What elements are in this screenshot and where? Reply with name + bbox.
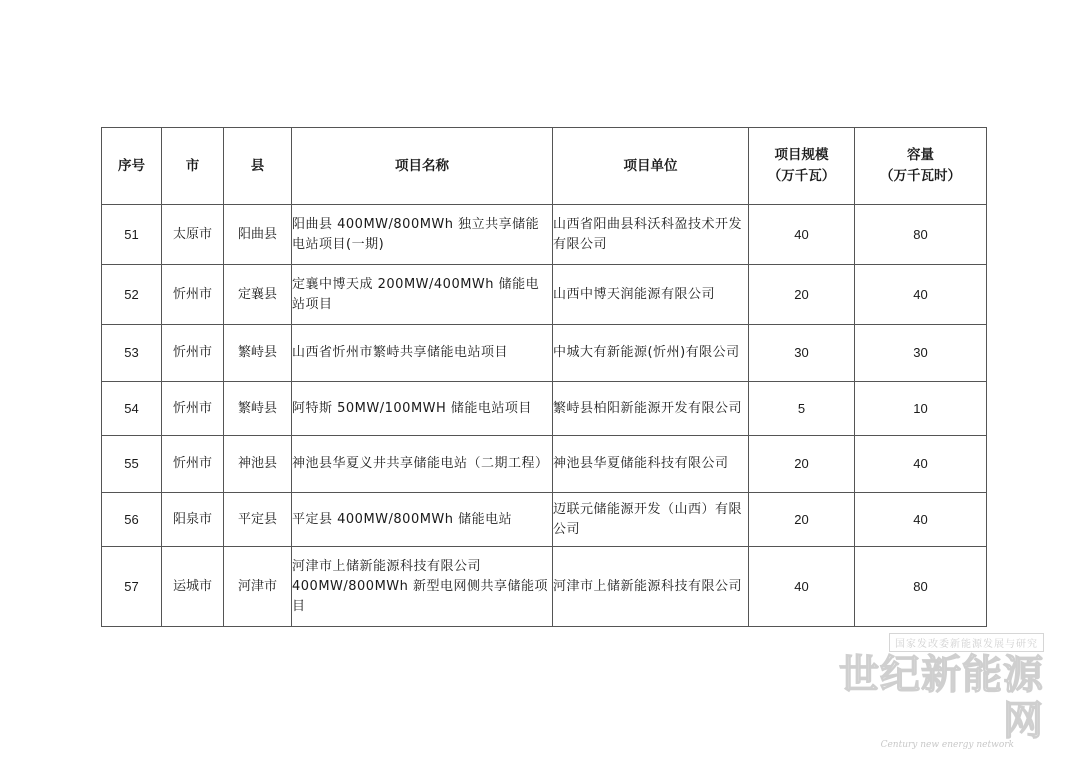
cell-scale: 20 — [749, 436, 855, 493]
cell-county: 阳曲县 — [224, 205, 292, 265]
cell-project-name: 定襄中博天成 200MW/400MWh 储能电站项目 — [292, 265, 553, 325]
cell-county: 定襄县 — [224, 265, 292, 325]
cell-capacity: 10 — [855, 382, 987, 436]
table-header-row — [102, 128, 987, 205]
cell-project-name: 山西省忻州市繁峙共享储能电站项目 — [292, 325, 553, 382]
cell-project-unit: 山西中博天润能源有限公司 — [553, 265, 749, 325]
cell-city: 忻州市 — [162, 436, 224, 493]
cell-scale: 5 — [749, 382, 855, 436]
cell-capacity: 40 — [855, 436, 987, 493]
cell-capacity: 40 — [855, 265, 987, 325]
table-row — [102, 325, 987, 382]
cell-project-unit: 繁峙县柏阳新能源开发有限公司 — [553, 382, 749, 436]
cell-project-unit: 中城大有新能源(忻州)有限公司 — [553, 325, 749, 382]
table-row — [102, 493, 987, 547]
header-scale-title: 项目规模 — [774, 147, 829, 163]
watermark — [804, 632, 1044, 750]
cell-project-name: 神池县华夏义井共享储能电站（二期工程） — [292, 436, 553, 493]
header-project-name: 项目名称 — [292, 128, 553, 205]
watermark-english: Century new energy network — [880, 740, 1014, 750]
watermark-title: 世纪新能源网 — [839, 651, 1044, 744]
cell-project-unit: 河津市上储新能源科技有限公司 — [553, 547, 749, 627]
header-scale-unit: （万千瓦） — [767, 168, 836, 184]
watermark-subtitle: 国家发改委新能源发展与研究 — [889, 633, 1044, 652]
cell-capacity: 80 — [855, 205, 987, 265]
cell-project-name: 平定县 400MW/800MWh 储能电站 — [292, 493, 553, 547]
table-row — [102, 436, 987, 493]
cell-capacity: 30 — [855, 325, 987, 382]
cell-project-unit: 神池县华夏储能科技有限公司 — [553, 436, 749, 493]
cell-project-unit: 迈联元储能源开发（山西）有限公司 — [553, 493, 749, 547]
cell-project-name: 河津市上储新能源科技有限公司 400MW/800MWh 新型电网侧共享储能项目 — [292, 547, 553, 627]
cell-county: 神池县 — [224, 436, 292, 493]
cell-project-unit: 山西省阳曲县科沃科盈技术开发有限公司 — [553, 205, 749, 265]
cell-capacity: 80 — [855, 547, 987, 627]
cell-capacity: 40 — [855, 493, 987, 547]
cell-city: 忻州市 — [162, 382, 224, 436]
cell-city: 忻州市 — [162, 265, 224, 325]
cell-city: 太原市 — [162, 205, 224, 265]
cell-seq: 52 — [102, 265, 162, 325]
cell-city: 忻州市 — [162, 325, 224, 382]
header-scale — [749, 128, 855, 205]
header-city: 市 — [162, 128, 224, 205]
cell-city: 阳泉市 — [162, 493, 224, 547]
cell-county: 河津市 — [224, 547, 292, 627]
cell-seq: 55 — [102, 436, 162, 493]
cell-county: 繁峙县 — [224, 325, 292, 382]
header-capacity-unit: （万千瓦时） — [880, 168, 961, 184]
cell-project-name: 阿特斯 50MW/100MWH 储能电站项目 — [292, 382, 553, 436]
cell-project-name: 阳曲县 400MW/800MWh 独立共享储能电站项目(一期) — [292, 205, 553, 265]
cell-county: 平定县 — [224, 493, 292, 547]
header-county: 县 — [224, 128, 292, 205]
cell-seq: 54 — [102, 382, 162, 436]
cell-scale: 20 — [749, 493, 855, 547]
table-row — [102, 382, 987, 436]
table-row — [102, 547, 987, 627]
cell-scale: 30 — [749, 325, 855, 382]
cell-scale: 20 — [749, 265, 855, 325]
project-table — [101, 127, 987, 627]
cell-scale: 40 — [749, 547, 855, 627]
header-seq: 序号 — [102, 128, 162, 205]
header-capacity — [855, 128, 987, 205]
cell-scale: 40 — [749, 205, 855, 265]
cell-seq: 57 — [102, 547, 162, 627]
header-project-unit: 项目单位 — [553, 128, 749, 205]
cell-seq: 51 — [102, 205, 162, 265]
table-row — [102, 205, 987, 265]
cell-county: 繁峙县 — [224, 382, 292, 436]
cell-seq: 56 — [102, 493, 162, 547]
cell-city: 运城市 — [162, 547, 224, 627]
header-capacity-title: 容量 — [907, 147, 934, 163]
table-row — [102, 265, 987, 325]
cell-seq: 53 — [102, 325, 162, 382]
